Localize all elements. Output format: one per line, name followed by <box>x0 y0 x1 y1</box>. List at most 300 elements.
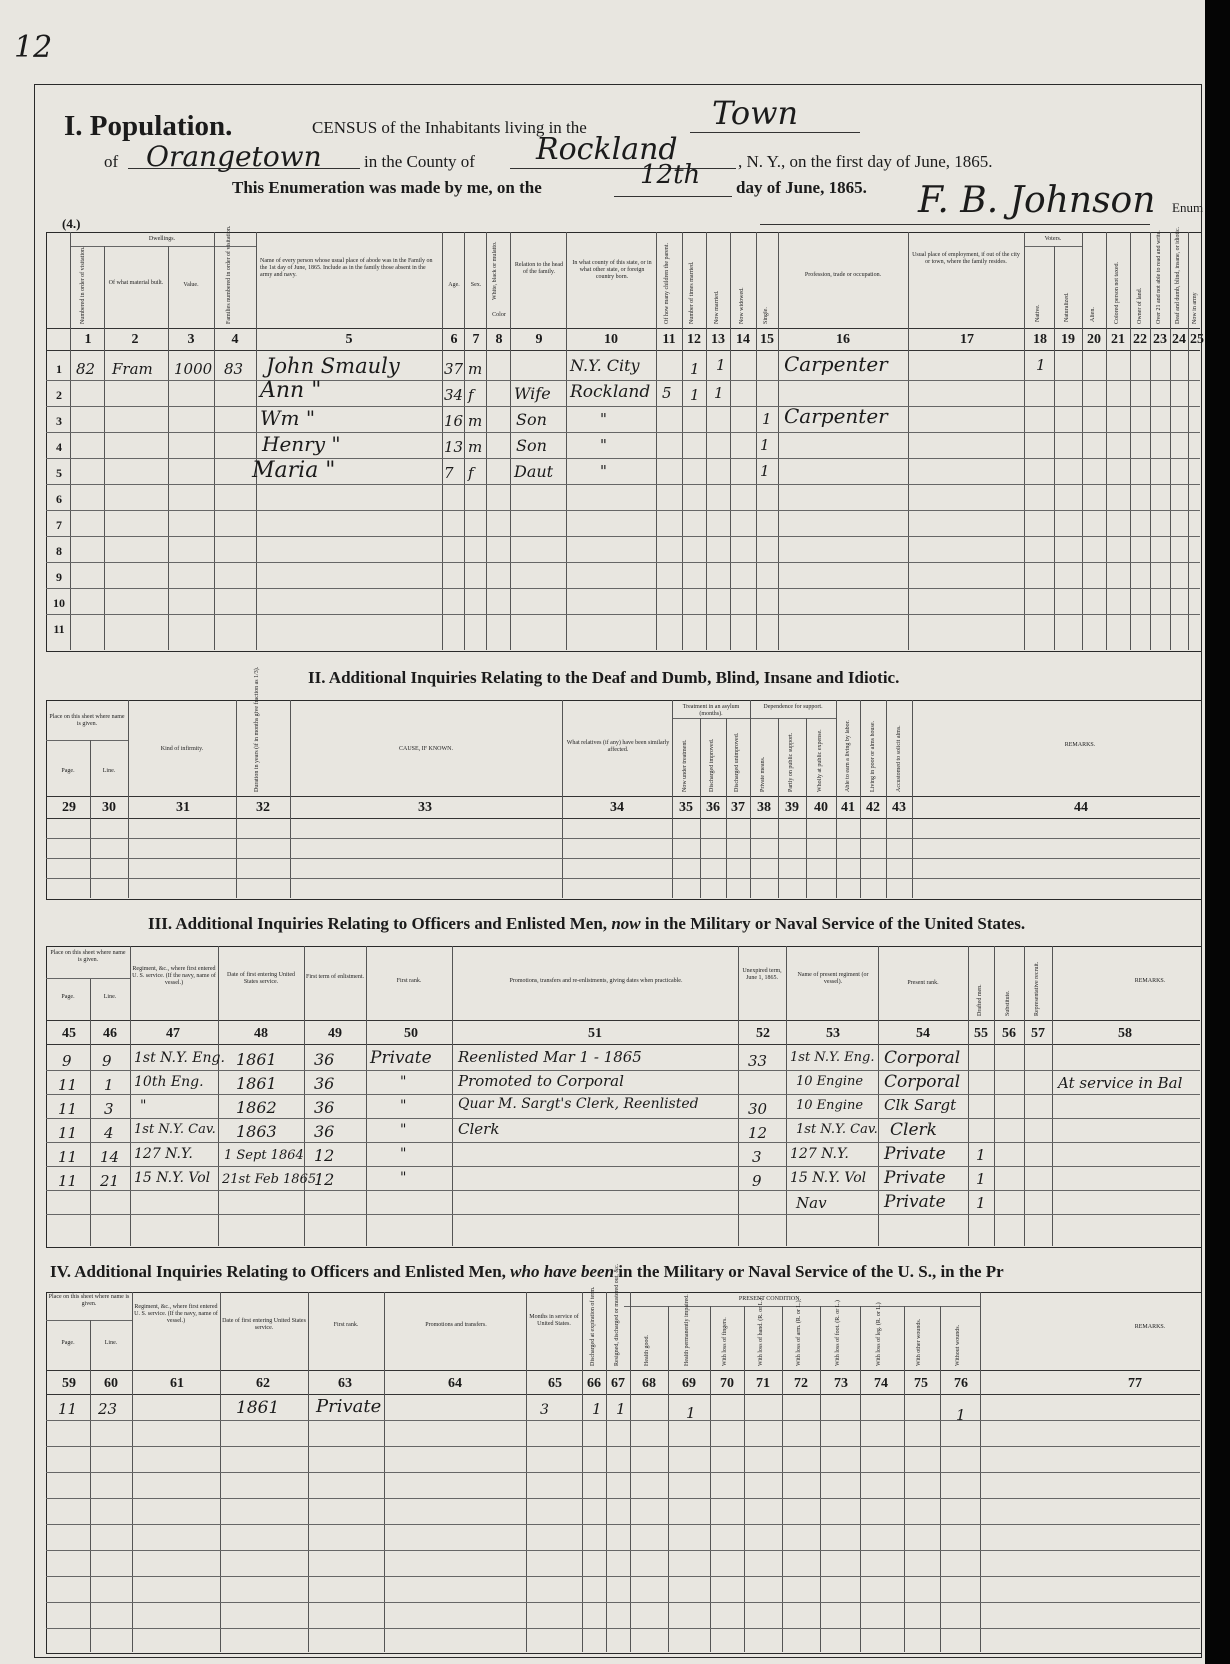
s2-hdr-dependence: Dependence for support. <box>763 704 823 710</box>
cell-date: 1862 <box>236 1098 277 1117</box>
colnum: 75 <box>914 1376 928 1391</box>
colnum: 3 <box>187 332 195 347</box>
hdr-c24: Deaf and dumb, blind, insane, or idiotic. <box>1175 227 1181 324</box>
hdr-c1: Numbered in order of visitation. <box>80 246 86 324</box>
hdr-c14: Now widowed. <box>739 287 745 324</box>
colnum: 55 <box>974 1026 988 1041</box>
s3-hdr-c55: Drafted men. <box>977 984 983 1016</box>
cell-term: 12 <box>314 1170 335 1189</box>
cell-born: " <box>600 436 607 454</box>
s4-hdr-c73: With loss of foot. (R. or L.) <box>835 1300 841 1366</box>
cell-sex: f <box>468 386 474 404</box>
colnum: 17 <box>960 332 974 347</box>
cell-age: 7 <box>444 464 454 482</box>
colnum: 24 <box>1172 332 1186 347</box>
cell-present-rank: Clk Sargt <box>884 1096 957 1114</box>
cell-rank: " <box>400 1170 407 1186</box>
enum-suffix: day of June, 1865. <box>736 178 867 197</box>
s2-hdr-c41: Able to earn a living by labor. <box>845 720 851 792</box>
colnum: 77 <box>1128 1376 1142 1391</box>
s4-hdr-c71: With loss of hand. (R. or L.) <box>758 1298 764 1366</box>
colnum: 61 <box>170 1376 184 1391</box>
s4-hdr-c72: With loss of arm. (R. or L.) <box>796 1300 802 1366</box>
hdr-color: Color <box>492 312 506 318</box>
colnum: 29 <box>62 800 76 815</box>
s2-hdr-c32: Duration in years (if in months give fraction as 1/3). <box>254 666 260 792</box>
colnum: 4 <box>231 332 239 347</box>
cell-rank: " <box>400 1098 407 1114</box>
cell-line: 9 <box>102 1052 112 1070</box>
cell-rank: " <box>400 1146 407 1162</box>
cell-regiment: 10th Eng. <box>134 1074 204 1090</box>
colnum: 45 <box>62 1026 76 1041</box>
cell-unexpired: 9 <box>752 1172 762 1190</box>
colnum: 43 <box>892 800 906 815</box>
hdr-c10: In what county of this state, or in what other state, or foreign country born. <box>572 260 652 280</box>
s2-hdr-c33: CAUSE, IF KNOWN. <box>399 746 453 752</box>
cell-relation: Daut <box>514 462 554 481</box>
s2-hdr-c31: Kind of infirmity. <box>160 746 204 752</box>
page-number-corner: 12 <box>14 30 53 65</box>
colnum: 54 <box>916 1026 930 1041</box>
cell-date: 1861 <box>236 1050 277 1069</box>
line-number: 1 <box>56 362 62 376</box>
enum-day: 12th <box>640 160 701 190</box>
colnum: 14 <box>736 332 750 347</box>
colnum: 34 <box>610 800 624 815</box>
s4-hdr-c77: REMARKS. <box>1134 1324 1166 1330</box>
colnum: 42 <box>866 800 880 815</box>
line-number: 10 <box>53 596 65 610</box>
cell-resigned: 1 <box>616 1400 626 1418</box>
cell-born: " <box>600 462 607 480</box>
hdr-c5: Name of every person whose usual place of abode was in the Family on the 1st day of June, 1865. Include as in the family those absent in the army and navy. <box>260 258 433 278</box>
hdr-c15: Single. <box>763 307 769 324</box>
cell-relation: Son <box>516 410 547 429</box>
colnum: 59 <box>62 1376 76 1391</box>
colnum: 12 <box>687 332 701 347</box>
colnum: 67 <box>611 1376 625 1391</box>
s4-hdr-c76: Without wounds. <box>955 1324 961 1366</box>
cell-promotions: Clerk <box>458 1120 500 1138</box>
cell-name: Henry " <box>262 432 341 456</box>
section4-title <box>50 1262 1004 1282</box>
s3-hdr-page: Page. <box>61 994 75 1000</box>
line-number: 8 <box>56 544 62 558</box>
s4-hdr-line: Line. <box>104 1340 118 1346</box>
line-number: 5 <box>56 466 62 480</box>
cell-date: 1861 <box>236 1074 277 1093</box>
s3-hdr-c57: Representative recruit. <box>1034 961 1040 1016</box>
colnum: 38 <box>757 800 771 815</box>
colnum: 16 <box>836 332 850 347</box>
colnum: 10 <box>604 332 618 347</box>
cell-present-rank: Corporal <box>884 1072 961 1092</box>
cell-term: 36 <box>314 1098 335 1117</box>
cell-age: 16 <box>444 412 464 430</box>
cell-promotions: Reenlisted Mar 1 - 1865 <box>458 1048 642 1066</box>
colnum: 5 <box>345 332 353 347</box>
cell-present-rank: Corporal <box>884 1048 961 1068</box>
header-line1: CENSUS of the Inhabitants living in the <box>312 118 587 137</box>
cell-born: Rockland <box>570 382 651 402</box>
colnum: 50 <box>404 1026 418 1041</box>
cell-present-reg: Nav <box>796 1194 827 1212</box>
s4-hdr-c62: Date of first entering United States service. <box>222 1318 306 1331</box>
line-number: 2 <box>56 388 62 402</box>
hdr-c22: Owner of land. <box>1137 287 1143 324</box>
s3-hdr-c52: Unexpired term, June 1, 1865. <box>742 968 782 981</box>
cell-page: 11 <box>58 1100 78 1118</box>
s3-title-b: in the Military or Naval Service of the United States. <box>644 914 1026 933</box>
s2-hdr-c38: Private means. <box>760 756 766 792</box>
s3-hdr-c49: First term of enlistment. <box>306 974 364 980</box>
s2-hdr-c43: Accustomed to solicit alms. <box>896 725 902 792</box>
cell-page: 11 <box>58 1400 78 1418</box>
colnum: 18 <box>1033 332 1047 347</box>
s2-hdr-c40: Wholly at public expense. <box>817 729 823 792</box>
s3-hdr-c48: Date of first entering United States service. <box>227 972 295 985</box>
hdr-c13: Now married. <box>714 290 720 324</box>
colnum: 56 <box>1002 1026 1016 1041</box>
hdr-c7: Sex. <box>470 282 482 288</box>
cell-age: 37 <box>444 360 464 378</box>
hdr-voters: Voters. <box>1044 236 1062 242</box>
cell-occupation: Carpenter <box>784 352 888 376</box>
cell-months: 3 <box>540 1402 549 1418</box>
colnum: 8 <box>495 332 503 347</box>
s4-hdr-c66: Discharged at expiration of term. <box>590 1286 596 1366</box>
cell-present-reg: 10 Engine <box>796 1098 864 1113</box>
cell-page: 11 <box>58 1172 78 1190</box>
colnum: 35 <box>679 800 693 815</box>
cell-sex: f <box>468 464 474 482</box>
cell-present-reg: 15 N.Y. Vol <box>790 1170 867 1186</box>
cell-line: 14 <box>100 1148 120 1166</box>
colnum: 13 <box>711 332 725 347</box>
cell-present-rank: Clerk <box>890 1120 937 1140</box>
cell-regiment: 1st N.Y. Eng. <box>134 1050 225 1066</box>
hdr-dwellings: Dwellings. <box>148 236 176 242</box>
cell-date: 1 Sept 1864 <box>224 1148 304 1163</box>
cell-family: 83 <box>224 360 244 378</box>
s4-hdr-c65: Months in service of United States. <box>529 1314 579 1327</box>
s4-hdr-page: Page. <box>61 1340 75 1346</box>
cell-married: 1 <box>714 384 724 402</box>
colnum: 30 <box>102 800 116 815</box>
section3-title <box>148 914 1025 934</box>
colnum: 73 <box>834 1376 848 1391</box>
s4-hdr-c69: Health permanently impaired. <box>684 1294 690 1366</box>
cell-single: 1 <box>760 462 770 480</box>
s2-hdr-c35: Now under treatment. <box>682 739 688 792</box>
cell-discharged: 1 <box>592 1400 602 1418</box>
cell-born: " <box>600 410 607 428</box>
cell-sex: m <box>468 438 483 456</box>
cell-line: 1 <box>104 1076 114 1094</box>
s2-hdr-page: Page. <box>61 768 75 774</box>
s3-hdr-c58: REMARKS. <box>1134 978 1166 984</box>
cell-line: 4 <box>104 1124 114 1142</box>
town-name: Orangetown <box>146 140 322 173</box>
cell-children: 5 <box>662 384 672 402</box>
cell-remarks: At service in Bal <box>1058 1074 1183 1092</box>
cell-present-reg: 127 N.Y. <box>790 1146 849 1162</box>
s4-hdr-c75: With other wounds. <box>916 1318 922 1366</box>
cell-material: Fram <box>112 360 153 378</box>
cell-name: Wm " <box>260 406 316 430</box>
colnum: 66 <box>587 1376 601 1391</box>
colnum: 51 <box>588 1026 602 1041</box>
colnum: 53 <box>826 1026 840 1041</box>
cell-native: 1 <box>1036 356 1046 374</box>
s2-hdr-place: Place on this sheet where name is given. <box>49 714 125 727</box>
colnum: 25 <box>1190 332 1204 347</box>
colnum: 48 <box>254 1026 268 1041</box>
colnum: 23 <box>1153 332 1167 347</box>
section2-title: II. Additional Inquiries Relating to the Deaf and Dumb, Blind, Insane and Idiotic. <box>308 668 900 687</box>
hdr-c3: Value. <box>183 282 199 288</box>
s2-hdr-c37: Discharged unimproved. <box>734 732 740 792</box>
s3-title-now: now <box>611 914 641 933</box>
line-number: 6 <box>56 492 62 506</box>
colnum: 37 <box>731 800 745 815</box>
hdr-c2: Of what material built. <box>108 280 164 286</box>
line-number: 7 <box>56 518 62 532</box>
cell-dwelling: 82 <box>76 360 96 378</box>
section1-title: I. Population. <box>64 110 233 142</box>
cell-single: 1 <box>760 436 770 454</box>
colnum: 39 <box>785 800 799 815</box>
colnum: 40 <box>814 800 828 815</box>
cell-sex: m <box>468 412 483 430</box>
cell-rank: " <box>400 1074 407 1090</box>
colnum: 7 <box>472 332 480 347</box>
cell-health-impaired: 1 <box>686 1404 696 1422</box>
hdr-c6: Age. <box>448 282 460 288</box>
colnum: 65 <box>548 1376 562 1391</box>
colnum: 44 <box>1074 800 1088 815</box>
s3-hdr-c47: Regiment, &c., where first entered U. S. service. (If the navy, name of vessel.) <box>132 966 216 986</box>
s4-hdr-c64: Promotions and transfers. <box>425 1322 487 1328</box>
s4-title-who: who have been <box>510 1262 615 1281</box>
colnum: 33 <box>418 800 432 815</box>
colnum: 20 <box>1087 332 1101 347</box>
colnum: 2 <box>131 332 139 347</box>
s4-hdr-c68: Health good. <box>644 1335 650 1366</box>
county-name: Rockland <box>536 132 678 167</box>
cell-regiment: 15 N.Y. Vol <box>134 1170 211 1186</box>
colnum: 62 <box>256 1376 270 1391</box>
hdr-c25: Now in army <box>1192 292 1198 324</box>
hdr-c8: White, black or mulatto. <box>492 241 498 300</box>
cell-born: N.Y. City <box>570 356 640 375</box>
colnum: 21 <box>1111 332 1125 347</box>
cell-regiment: 1st N.Y. Cav. <box>134 1122 216 1137</box>
colnum: 64 <box>448 1376 462 1391</box>
cell-drafted: 1 <box>976 1194 986 1212</box>
colnum: 31 <box>176 800 190 815</box>
colnum: 70 <box>720 1376 734 1391</box>
colnum: 46 <box>103 1026 117 1041</box>
s3-hdr-c56: Substitute. <box>1005 990 1011 1016</box>
cell-regiment: 127 N.Y. <box>134 1146 193 1162</box>
cell-line: 21 <box>100 1172 120 1190</box>
cell-line: 3 <box>104 1100 114 1118</box>
s4-hdr-c70: With loss of fingers. <box>722 1317 728 1366</box>
corner-label-4: (4.) <box>62 216 81 231</box>
s2-hdr-c42: Living in poor or alms house. <box>870 721 876 792</box>
cell-occupation: Carpenter <box>784 404 888 428</box>
cell-unexpired: 33 <box>748 1052 768 1070</box>
state-suffix: , N. Y., on the first day of June, 1865. <box>738 152 993 171</box>
cell-present-reg: 1st N.Y. Cav. <box>796 1122 878 1137</box>
cell-unexpired: 30 <box>748 1100 768 1118</box>
header-of: of <box>104 152 119 171</box>
s3-title-a: III. Additional Inquiries Relating to Officers and Enlisted Men, <box>148 914 608 933</box>
cell-single: 1 <box>762 410 772 428</box>
colnum: 22 <box>1133 332 1147 347</box>
s4-title-a: IV. Additional Inquiries Relating to Officers and Enlisted Men, <box>50 1262 506 1281</box>
cell-term: 12 <box>314 1146 335 1165</box>
cell-relation: Wife <box>514 384 551 403</box>
cell-present-reg: 1st N.Y. Eng. <box>790 1050 875 1065</box>
hdr-c17: Usual place of employment, if out of the city or town, where the family resides. <box>912 252 1020 265</box>
colnum: 72 <box>794 1376 808 1391</box>
colnum: 69 <box>682 1376 696 1391</box>
cell-unexpired: 12 <box>748 1124 768 1142</box>
s4-hdr-present: PRESENT CONDITION. <box>738 1296 802 1302</box>
cell-present-reg: 10 Engine <box>796 1074 864 1089</box>
colnum: 76 <box>954 1376 968 1391</box>
colnum: 49 <box>328 1026 342 1041</box>
enum-prefix: This Enumeration was made by me, on the <box>232 178 542 197</box>
s4-hdr-place: Place on this sheet where name is given. <box>48 1294 130 1307</box>
s2-hdr-treatment: Treatment in an asylum (months). <box>682 704 740 717</box>
cell-age: 13 <box>444 438 464 456</box>
line-number: 3 <box>56 414 62 428</box>
colnum: 11 <box>662 332 676 347</box>
cell-rank: Private <box>370 1048 432 1068</box>
s4-hdr-c74: With loss of leg. (R. or L.) <box>876 1302 882 1366</box>
cell-term: 36 <box>314 1050 335 1069</box>
s2-hdr-c34: What relatives (if any) have been similarly affected. <box>566 740 670 753</box>
hdr-c23: Over 21 and not able to read and write. <box>1156 230 1162 324</box>
county-prefix: in the County of <box>364 152 475 171</box>
hdr-c18: Native. <box>1035 304 1041 322</box>
cell-rank: Private <box>316 1396 382 1417</box>
cell-promotions: Promoted to Corporal <box>458 1072 624 1090</box>
cell-drafted: 1 <box>976 1146 986 1164</box>
hdr-c16: Profession, trade or occupation. <box>804 272 882 278</box>
cell-name: Ann " <box>260 378 322 403</box>
colnum: 63 <box>338 1376 352 1391</box>
colnum: 47 <box>166 1026 180 1041</box>
cell-page: 11 <box>58 1148 78 1166</box>
colnum: 57 <box>1031 1026 1045 1041</box>
colnum: 36 <box>706 800 720 815</box>
cell-date: 1863 <box>236 1122 277 1141</box>
hdr-c19: Naturalized. <box>1064 292 1070 322</box>
colnum: 1 <box>84 332 92 347</box>
s3-hdr-c50: First rank. <box>396 978 422 984</box>
cell-regiment: " <box>140 1098 147 1114</box>
colnum: 15 <box>760 332 774 347</box>
s4-hdr-c63: First rank. <box>333 1322 359 1328</box>
cell-age: 34 <box>444 386 464 404</box>
cell-times: 1 <box>690 386 700 404</box>
colnum: 32 <box>256 800 270 815</box>
colnum: 68 <box>642 1376 656 1391</box>
cell-date: 21st Feb 1865 <box>222 1172 317 1187</box>
cell-name: John Smauly <box>266 354 400 378</box>
s2-hdr-c36: Discharged improved. <box>709 738 715 792</box>
cell-term: 36 <box>314 1122 335 1141</box>
line-number: 4 <box>56 440 62 454</box>
colnum: 9 <box>535 332 543 347</box>
cell-value: 1000 <box>174 360 213 378</box>
s3-hdr-line: Line. <box>103 994 117 1000</box>
line-number: 11 <box>53 622 65 636</box>
enumerator-signature: F. B. Johnson <box>918 180 1156 221</box>
cell-line: 23 <box>98 1400 118 1418</box>
hdr-c21: Colored person not taxed. <box>1114 262 1120 324</box>
cell-name: Maria " <box>252 458 336 483</box>
s3-hdr-c54: Present rank. <box>907 980 939 986</box>
cell-times: 1 <box>690 360 700 378</box>
s2-hdr-c39: Partly on public support. <box>788 732 794 792</box>
cell-present-rank: Private <box>884 1168 946 1188</box>
cell-page: 9 <box>62 1052 72 1070</box>
colnum: 58 <box>1118 1026 1132 1041</box>
cell-date: 1861 <box>236 1398 280 1418</box>
colnum: 71 <box>756 1376 770 1391</box>
cell-promotions: Quar M. Sargt's Clerk, Reenlisted <box>458 1096 699 1112</box>
hdr-c20: Alien. <box>1090 307 1096 322</box>
colnum: 74 <box>874 1376 888 1391</box>
colnum: 19 <box>1061 332 1075 347</box>
cell-page: 11 <box>58 1076 78 1094</box>
cell-rank: " <box>400 1122 407 1138</box>
s2-hdr-line: Line. <box>102 768 116 774</box>
s3-hdr-c53: Name of present regiment (or vessel). <box>797 972 869 985</box>
cell-page: 11 <box>58 1124 78 1142</box>
colnum: 6 <box>450 332 458 347</box>
cell-drafted: 1 <box>976 1170 986 1188</box>
s4-hdr-c61: Regiment, &c., where first entered U. S. service. (If the navy, name of vessel.) <box>134 1304 218 1324</box>
s2-hdr-c44: REMARKS. <box>1064 742 1096 748</box>
s3-hdr-c51: Promotions, transfers and re-enlistments, giving dates when practicable. <box>509 978 683 984</box>
colnum: 60 <box>104 1376 118 1391</box>
cell-unexpired: 3 <box>752 1148 762 1166</box>
page-edge <box>1205 0 1230 1664</box>
line-number: 9 <box>56 570 62 584</box>
hdr-c12: Number of times married. <box>689 261 695 324</box>
cell-term: 36 <box>314 1074 335 1093</box>
s3-hdr-place: Place on this sheet where name is given. <box>50 950 126 963</box>
hdr-c4: Families numbered in order of visitation. <box>226 225 232 324</box>
s4-hdr-c67: Resigned, discharged or mustered out, &c. <box>614 1263 620 1366</box>
enumerator-label: Enum <box>1172 200 1204 215</box>
s4-title-b: in the Military or Naval Service of the U. S., in the Pr <box>618 1262 1004 1281</box>
town-value: Town <box>712 94 799 132</box>
hdr-c11: Of how many children the parent. <box>664 243 670 324</box>
cell-married: 1 <box>716 356 726 374</box>
cell-sex: m <box>468 360 483 378</box>
cell-present-rank: Private <box>884 1192 946 1212</box>
cell-present-rank: Private <box>884 1144 946 1164</box>
hdr-c9: Relation to the head of the family. <box>514 262 564 275</box>
